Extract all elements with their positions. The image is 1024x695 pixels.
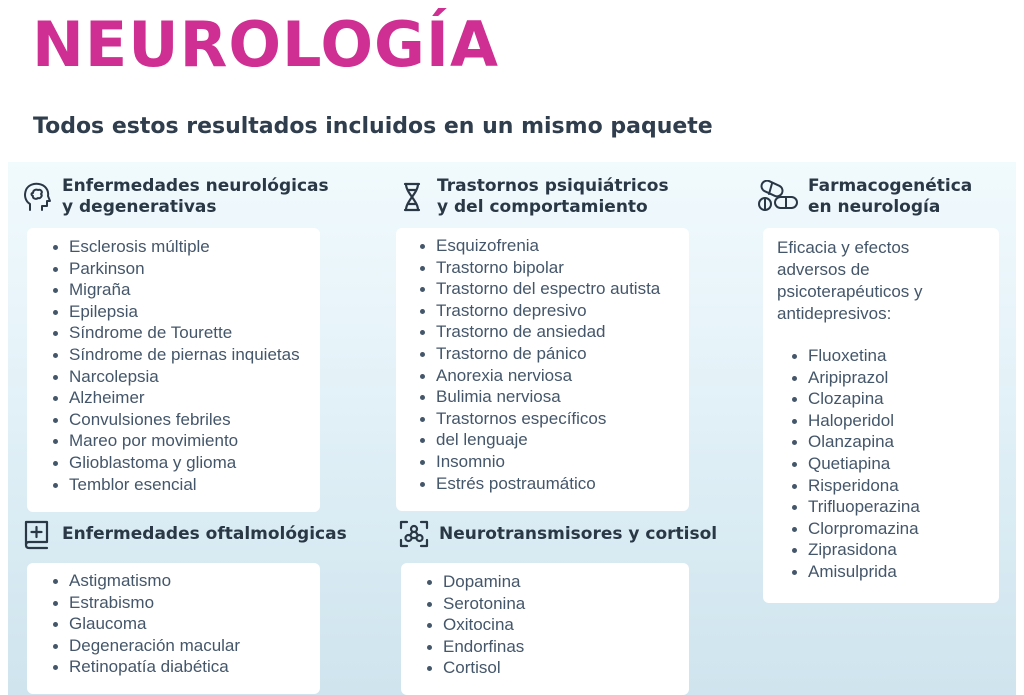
list-item: Esquizofrenia (416, 235, 689, 257)
list-item: Dopamina (423, 571, 689, 593)
section-title-line2: en neurología (808, 197, 941, 217)
list-item: Clorpromazina (788, 518, 999, 540)
list-item: Risperidona (788, 475, 999, 497)
section-title-line1: Trastornos psiquiátricos (437, 176, 669, 196)
section-title: Enfermedades oftalmológicas (62, 523, 347, 544)
section-title-line2: y del comportamiento (437, 197, 648, 217)
list-item: Fluoxetina (788, 345, 999, 367)
list-item: Aripiprazol (788, 367, 999, 389)
pills-icon (756, 180, 800, 214)
list-item: Amisulprida (788, 561, 999, 583)
intro-line: antidepresivos: (777, 304, 892, 323)
card-neurological (27, 228, 320, 512)
intro-line: Eficacia y efectos (777, 238, 910, 257)
molecule-scan-icon (397, 517, 431, 551)
section-header-pharmacogenetics (756, 176, 972, 218)
list-item: Ziprasidona (788, 539, 999, 561)
brain-head-icon (20, 180, 54, 214)
list-item: Retinopatía diabética (49, 656, 320, 678)
list-item: Trastorno bipolar (416, 257, 689, 279)
section-header-neurotransmitters (397, 517, 717, 551)
section-title-line1: Farmacogenética (808, 176, 973, 196)
list-item: Estrabismo (49, 592, 320, 614)
list-item: Anorexia nerviosa (416, 365, 689, 387)
list-item: Epilepsia (49, 301, 320, 323)
page-title: NEUROLOGÍA (32, 8, 499, 81)
list-item: Estrés postraumático (416, 473, 689, 495)
card-neurotransmitters (401, 563, 689, 695)
page-subtitle: Todos estos resultados incluidos en un mismo paquete (33, 114, 713, 139)
list-item: Convulsiones febriles (49, 409, 320, 431)
section-header-ophthalmology (20, 517, 347, 551)
list-item: Mareo por movimiento (49, 430, 320, 452)
section-title-line1: Enfermedades neurológicas (62, 176, 329, 196)
list-item: Glioblastoma y glioma (49, 452, 320, 474)
section-header-psychiatric (395, 176, 669, 218)
section-title-line2: y degenerativas (62, 197, 217, 217)
list-item: Trastorno de ansiedad (416, 321, 689, 343)
list-item: Olanzapina (788, 431, 999, 453)
list-item: Trastorno del espectro autista (416, 278, 689, 300)
list-item: Glaucoma (49, 613, 320, 635)
intro-line: adversos de (777, 260, 870, 279)
card-psychiatric (396, 228, 689, 511)
list-item: Serotonina (423, 593, 689, 615)
list-item: Temblor esencial (49, 474, 320, 496)
list-item: Síndrome de Tourette (49, 322, 320, 344)
section-title: Neurotransmisores y cortisol (439, 523, 718, 544)
list-item: Trastorno de pánico (416, 343, 689, 365)
list-item: Narcolepsia (49, 366, 320, 388)
intro-line: psicoterapéuticos y (777, 282, 923, 301)
card-pharmacogenetics (763, 228, 999, 603)
list-item: Endorfinas (423, 636, 689, 658)
list-item: Síndrome de piernas inquietas (49, 344, 320, 366)
list-item: del lenguaje (416, 429, 689, 451)
list-item: Trastornos específicos (416, 408, 689, 430)
list-item: Trastorno depresivo (416, 300, 689, 322)
list-item: Astigmatismo (49, 570, 320, 592)
list-item: Degeneración macular (49, 635, 320, 657)
dna-helix-icon (395, 180, 429, 214)
card-ophthalmology (27, 563, 320, 694)
list-item: Trifluoperazina (788, 496, 999, 518)
list-item: Parkinson (49, 258, 320, 280)
list-item: Haloperidol (788, 410, 999, 432)
list-item: Oxitocina (423, 614, 689, 636)
list-item: Migraña (49, 279, 320, 301)
list-item: Bulimia nerviosa (416, 386, 689, 408)
list-item: Cortisol (423, 657, 689, 679)
list-item: Insomnio (416, 451, 689, 473)
list-item: Quetiapina (788, 453, 999, 475)
list-item: Clozapina (788, 388, 999, 410)
section-header-neurological (20, 176, 329, 218)
list-item: Esclerosis múltiple (49, 236, 320, 258)
list-item: Alzheimer (49, 387, 320, 409)
medical-book-icon (20, 517, 54, 551)
